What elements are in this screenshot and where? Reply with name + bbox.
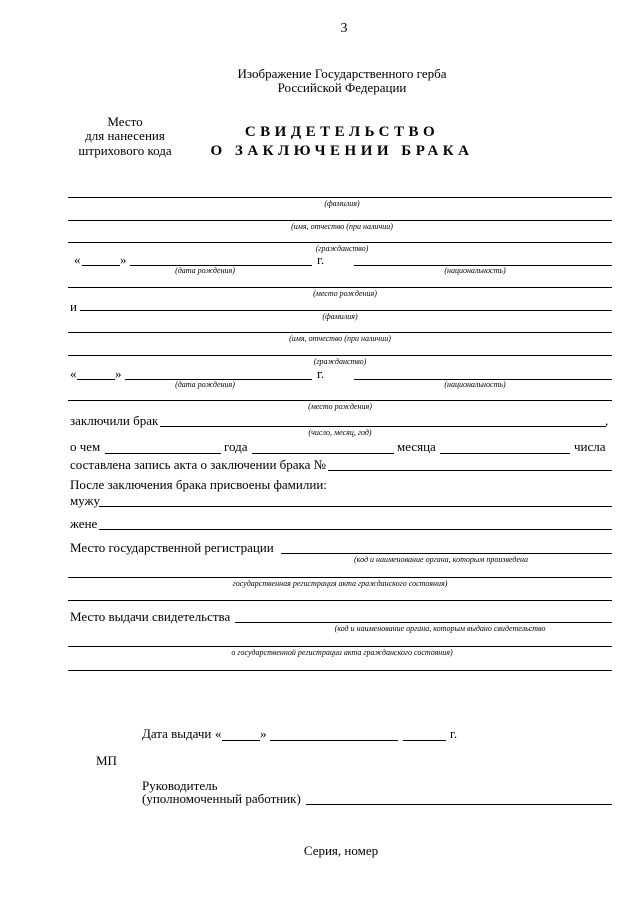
issue-place-field-3[interactable]: [68, 670, 612, 671]
married-comma: ,: [605, 413, 609, 428]
issue-place-field-2[interactable]: [68, 646, 612, 647]
month-word: месяца: [397, 439, 436, 454]
surname-1-field[interactable]: [68, 197, 612, 198]
wife-label: жене: [70, 516, 98, 531]
birth-date-2-quote-close: »: [115, 366, 122, 381]
year-word: года: [224, 439, 248, 454]
issue-date-quote-close: »: [260, 726, 267, 741]
issue-place-label: Место выдачи свидетельства: [70, 609, 231, 624]
about-label: о чем: [70, 439, 101, 454]
name-2-field[interactable]: [68, 332, 612, 333]
barcode-caption-line3: штрихового кода: [78, 143, 172, 158]
reg-place-label: Место государственной регистрации: [70, 540, 274, 555]
reg-place-field[interactable]: [281, 553, 612, 554]
document-subtitle: О ЗАКЛЮЧЕНИИ БРАКА: [210, 143, 474, 159]
day-word: числа: [574, 439, 606, 454]
marriage-date-field[interactable]: [160, 426, 606, 427]
birth-day-1-field[interactable]: [82, 265, 120, 266]
record-month-field[interactable]: [252, 453, 394, 454]
birth-day-2-field[interactable]: [77, 379, 115, 380]
issue-place-caption-2: о государственной регистрации акта гражданского состояния): [231, 648, 453, 657]
signature-field[interactable]: [306, 804, 612, 805]
surname-1-caption: (фамилия): [324, 199, 360, 208]
nationality-2-caption: (национальность): [444, 380, 506, 389]
wife-surname-field[interactable]: [99, 529, 612, 530]
record-number-field[interactable]: [328, 470, 612, 471]
emblem-caption-line1: Изображение Государственного герба: [237, 66, 447, 81]
issue-date-quote-open: «: [215, 726, 222, 741]
surnames-assigned-label: После заключения брака присвоены фамилии:: [70, 477, 327, 492]
name-1-field[interactable]: [68, 220, 612, 221]
birth-place-2-field[interactable]: [68, 400, 612, 401]
barcode-caption-line2: для нанесения: [85, 128, 165, 143]
reg-place-field-2[interactable]: [68, 577, 612, 578]
issue-month-field[interactable]: [270, 740, 398, 741]
record-day-field[interactable]: [440, 453, 570, 454]
record-label: составлена запись акта о заключении брака №: [70, 457, 327, 472]
birth-place-2-caption: (место рождения): [308, 402, 372, 411]
citizenship-2-caption: (гражданство): [313, 357, 367, 366]
issue-place-caption-1: (код и наименование органа, которым выдано свидетельство: [334, 624, 546, 633]
birth-date-1-caption: (дата рождения): [175, 266, 235, 275]
birth-date-2-quote-open: «: [70, 366, 77, 381]
birth-place-1-caption: (место рождения): [313, 289, 377, 298]
stamp-label: МП: [96, 753, 117, 768]
emblem-caption-line2: Российской Федерации: [277, 80, 407, 95]
issue-year-field[interactable]: [403, 740, 446, 741]
page-number: 3: [340, 21, 348, 36]
birth-place-1-field[interactable]: [68, 287, 612, 288]
marriage-date-caption: (число, месяц, год): [308, 428, 372, 437]
reg-place-field-3[interactable]: [68, 600, 612, 601]
barcode-caption-line1: Место: [107, 114, 143, 129]
authorized-label: (уполномоченный работник): [142, 791, 301, 806]
name-1-caption: (имя, отчество (при наличии): [291, 222, 393, 231]
birth-date-1-year-suffix: г.: [317, 252, 325, 267]
head-label: Руководитель: [142, 778, 218, 793]
birth-date-1-quote-close: »: [120, 252, 127, 267]
birth-date-2-year-suffix: г.: [317, 366, 325, 381]
issue-date-label: Дата выдачи: [142, 726, 212, 741]
birth-date-1-quote-open: «: [74, 252, 81, 267]
series-number-label: Серия, номер: [303, 843, 379, 858]
husband-label: мужу: [70, 493, 101, 508]
nationality-1-caption: (национальность): [444, 266, 506, 275]
birth-date-2-caption: (дата рождения): [175, 380, 235, 389]
citizenship-1-field[interactable]: [68, 242, 612, 243]
issue-day-field[interactable]: [222, 740, 260, 741]
citizenship-1-caption: (гражданство): [315, 244, 369, 253]
name-2-caption: (имя, отчество (при наличии): [289, 334, 391, 343]
record-year-field[interactable]: [105, 453, 221, 454]
and-label: и: [70, 299, 77, 314]
issue-place-field[interactable]: [235, 622, 612, 623]
reg-place-caption-1: (код и наименование органа, которым произведена: [353, 555, 529, 564]
reg-place-caption-2: государственная регистрация акта гражданского состояния): [232, 579, 448, 588]
husband-surname-field[interactable]: [99, 506, 612, 507]
surname-2-field[interactable]: [80, 310, 612, 311]
document-title: СВИДЕТЕЛЬСТВО: [244, 124, 440, 140]
married-label: заключили брак: [70, 413, 159, 428]
surname-2-caption: (фамилия): [322, 312, 358, 321]
issue-date-year-suffix: г.: [450, 726, 458, 741]
citizenship-2-field[interactable]: [68, 355, 612, 356]
